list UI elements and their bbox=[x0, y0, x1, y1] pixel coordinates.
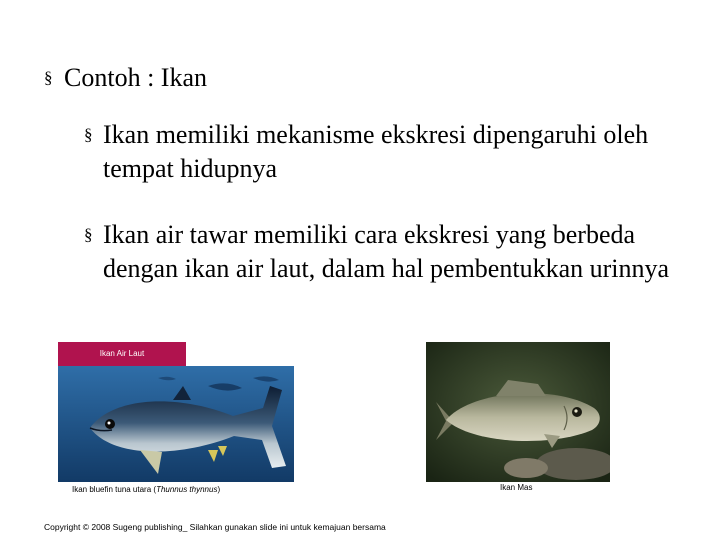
tuna-photo bbox=[58, 366, 294, 482]
species-name: Thunnus thynnus bbox=[156, 485, 218, 494]
carp-photo bbox=[426, 342, 610, 482]
caption-suffix: ) bbox=[217, 485, 221, 494]
saltwater-label: Ikan Air Laut bbox=[58, 342, 186, 366]
freshwater-caption: Ikan Mas bbox=[500, 483, 533, 492]
bullet-marker: § bbox=[44, 68, 53, 87]
saltwater-fish-figure bbox=[58, 342, 294, 482]
caption-prefix: Ikan bluefin tuna utara ( bbox=[72, 485, 157, 494]
bullet-marker: § bbox=[84, 225, 93, 244]
sub-point-text-1: Ikan memiliki mekanisme ekskresi dipengaruhi oleh tempat hidupnya bbox=[103, 120, 649, 183]
saltwater-caption bbox=[72, 485, 220, 494]
bullet-marker: § bbox=[84, 125, 93, 144]
copyright-footer: Copyright © 2008 Sugeng publishing_ Silahkan gunakan slide ini untuk kemajuan bersama bbox=[44, 522, 386, 532]
sub-point-text-2: Ikan air tawar memiliki cara ekskresi yang berbeda dengan ikan air laut, dalam hal pembentukkan urinnya bbox=[103, 220, 670, 283]
main-point-text: Contoh : Ikan bbox=[64, 63, 207, 92]
